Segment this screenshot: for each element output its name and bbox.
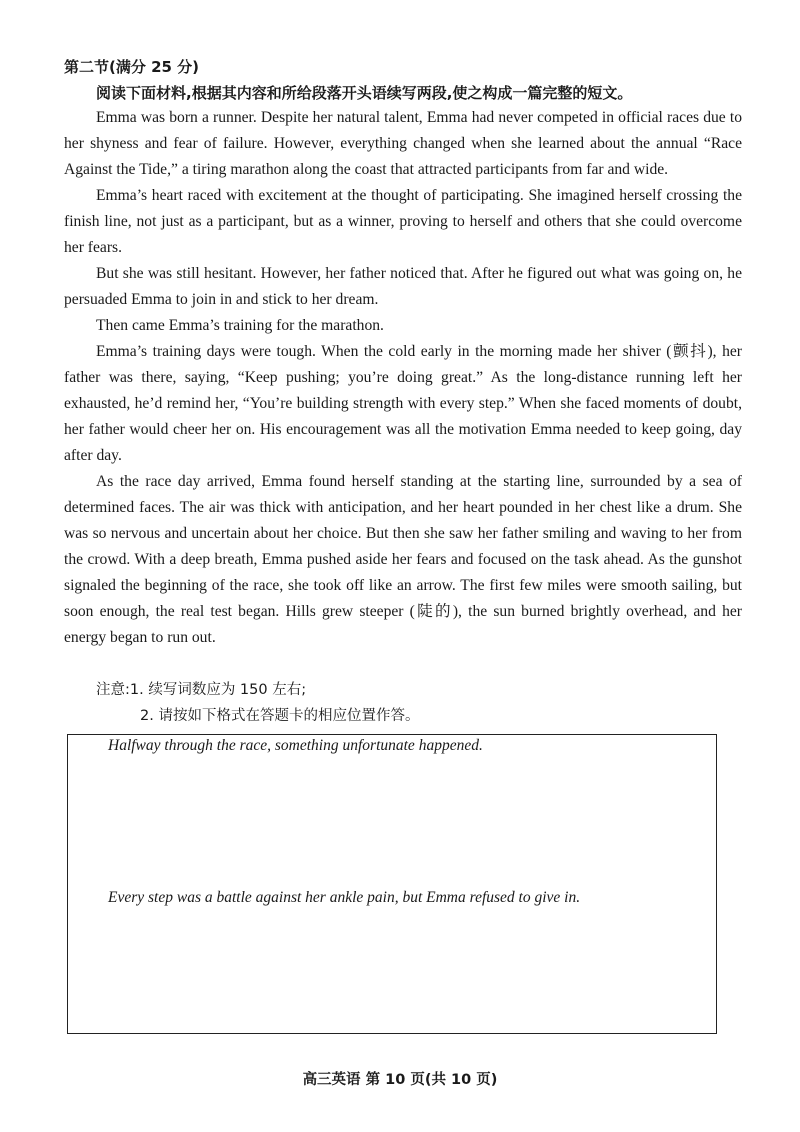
page-footer: 高三英语 第 10 页(共 10 页) — [302, 1072, 498, 1088]
section-title: 第二节(满分 25 分) — [64, 58, 200, 76]
notes — [96, 677, 419, 729]
passage-paragraph: As the race day arrived, Emma found herself standing at the starting line, surrounded by a sea of determined faces. The air was thick with anticipation, and her heart pounded in her chest like a drum. She was so nervous and uncertain about her choice. But then she saw her father smiling and waving to her from the crowd. With a deep breath, Emma pushed aside her fears and focused on the task ahead. As the gunshot signaled the beginning of the race, she took off like an arrow. The first few miles were smooth sailing, but soon enough, the real test began. Hills grew steeper (陡的), the sun burned brightly overhead, and her energy began to run out. — [64, 473, 742, 646]
passage-paragraph: But she was still hesitant. However, her father noticed that. After he figured out what was going on, he persuaded Emma to join in and stick to her dream. — [64, 265, 742, 308]
passage-paragraph: Emma’s training days were tough. When the cold early in the morning made her shiver (颤抖), her father was there, saying, “Keep pushing; you’re doing great.” As the long-distance running left her exhausted, he’d remind her, “You’re building strength with every step.” When she faced moments of doubt, her father would cheer her on. His encouragement was all the motivation Emma needed to keep going, day after day. — [64, 343, 742, 464]
passage-paragraph: Emma was born a runner. Despite her natural talent, Emma had never competed in official races due to her shyness and fear of failure. However, everything changed when she learned about the annual “Race Against the Tide,” a tiring marathon along the coast that attracted participants from far and wide. — [64, 109, 742, 178]
passage-paragraph: Then came Emma’s training for the marathon. — [96, 317, 384, 334]
passage-paragraph: Emma’s heart raced with excitement at the thought of participating. She imagined herself crossing the finish line, not just as a participant, but as a winner, proving to herself and others that she could overcome her fears. — [64, 187, 742, 256]
note-word-count: 注意:1. 续写词数应为 150 左右; — [96, 682, 307, 698]
instruction-text: 阅读下面材料,根据其内容和所给段落开头语续写两段,使之构成一篇完整的短文。 — [96, 84, 633, 102]
note-format: 2. 请按如下格式在答题卡的相应位置作答。 — [140, 708, 420, 724]
continuation-prompt-2: Every step was a battle against her ankle pain, but Emma refused to give in. — [108, 889, 581, 906]
continuation-prompt-1: Halfway through the race, something unfortunate happened. — [108, 737, 483, 754]
reading-passage — [64, 105, 742, 651]
answer-box[interactable] — [67, 734, 717, 1034]
